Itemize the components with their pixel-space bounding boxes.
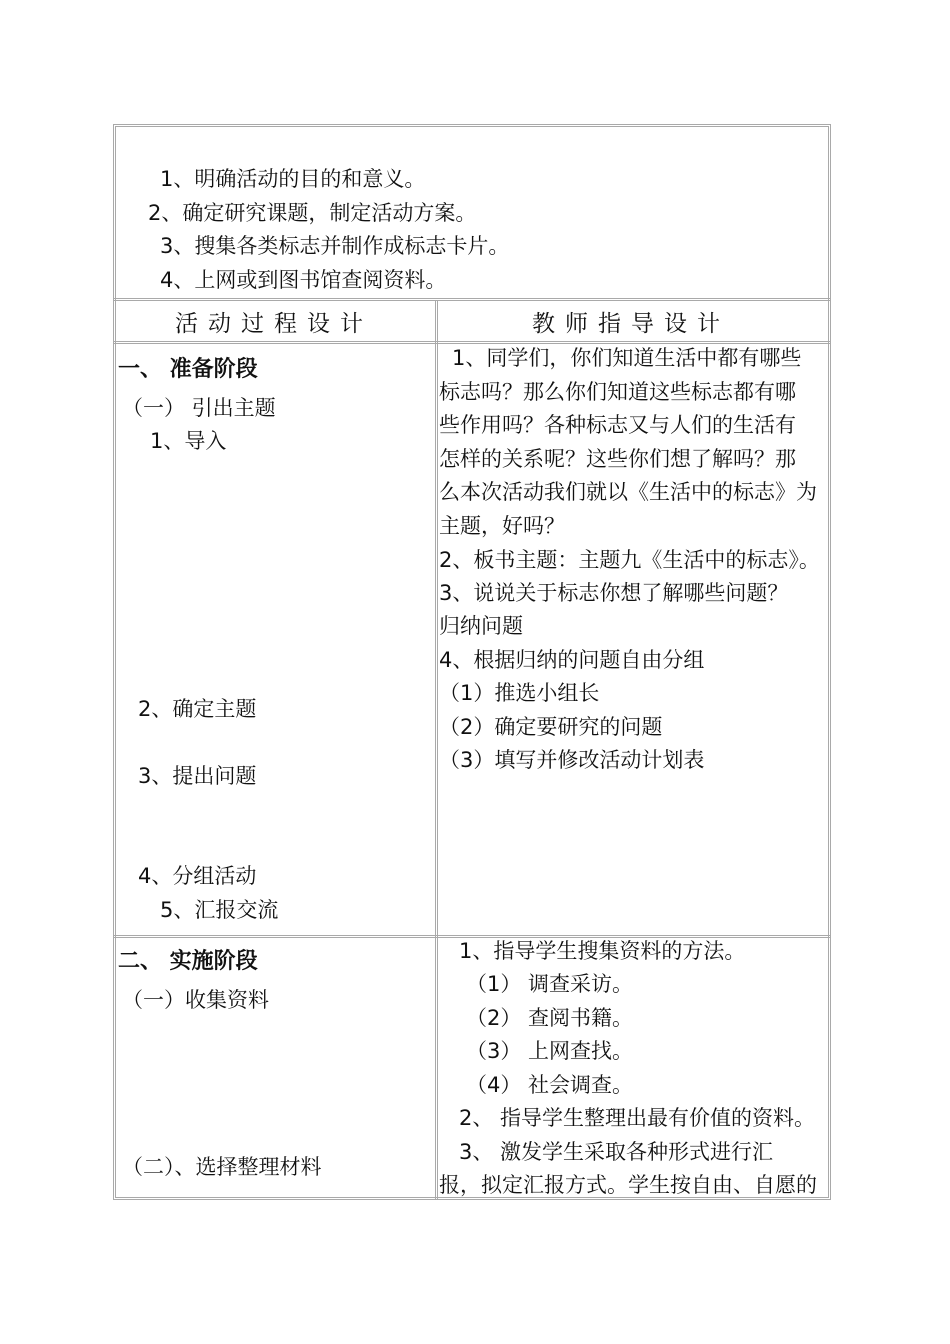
table-divider <box>113 298 831 301</box>
guidance-line: 些作用吗？各种标志又与人们的生活有 <box>439 413 796 437</box>
activity-item: 5、汇报交流 <box>160 898 279 922</box>
subsection-title: （一） 引出主题 <box>122 396 276 420</box>
guidance-line: （1）推选小组长 <box>439 681 600 705</box>
subsection-title: （一）收集资料 <box>122 988 269 1012</box>
guidance-line: （3） 上网查找。 <box>466 1039 634 1063</box>
guidance-line: 么本次活动我们就以《生活中的标志》为 <box>439 480 817 504</box>
section-title: 一、 准备阶段 <box>118 356 258 382</box>
guidance-line: 归纳问题 <box>439 614 523 638</box>
guidance-line: （3）填写并修改活动计划表 <box>439 748 705 772</box>
guidance-line: 主题，好吗？ <box>439 514 565 538</box>
activity-item: 1、导入 <box>150 429 227 453</box>
column-header-process: 活动过程设计 <box>175 311 373 337</box>
guidance-line: 1、指导学生搜集资料的方法。 <box>459 939 746 963</box>
column-divider <box>435 300 438 1200</box>
activity-item: 4、分组活动 <box>138 864 257 888</box>
guidance-line: 2、板书主题：主题九《生活中的标志》。 <box>439 548 820 572</box>
guidance-line: （4） 社会调查。 <box>466 1073 634 1097</box>
guidance-line: 2、 指导学生整理出最有价值的资料。 <box>459 1106 816 1130</box>
guidance-line: （1） 调查采访。 <box>466 972 634 996</box>
activity-item: 2、确定主题 <box>138 697 257 721</box>
guidance-line: 3、 激发学生采取各种形式进行汇 <box>459 1140 774 1164</box>
column-header-guidance: 教师指导设计 <box>532 311 730 337</box>
subsection-title: （二）、选择整理材料 <box>122 1155 322 1179</box>
activity-item: 3、提出问题 <box>138 764 257 788</box>
guidance-line: （2） 查阅书籍。 <box>466 1006 634 1030</box>
section-title: 二、 实施阶段 <box>118 948 258 974</box>
intro-line: 3、搜集各类标志并制作成标志卡片。 <box>160 234 510 258</box>
intro-line: 2、确定研究课题，制定活动方案。 <box>148 201 477 225</box>
guidance-line: 怎样的关系呢？这些你们想了解吗？那 <box>439 447 796 471</box>
guidance-line: 3、说说关于标志你想了解哪些问题？ <box>439 581 789 605</box>
guidance-line: （2）确定要研究的问题 <box>439 715 663 739</box>
guidance-line: 1、同学们，你们知道生活中都有哪些 <box>452 346 802 370</box>
guidance-line: 标志吗？那么你们知道这些标志都有哪 <box>439 380 796 404</box>
intro-line: 4、上网或到图书馆查阅资料。 <box>160 268 447 292</box>
intro-line: 1、明确活动的目的和意义。 <box>160 167 426 191</box>
guidance-line: 4、根据归纳的问题自由分组 <box>439 648 705 672</box>
guidance-line: 报，拟定汇报方式。学生按自由、自愿的 <box>439 1173 817 1197</box>
